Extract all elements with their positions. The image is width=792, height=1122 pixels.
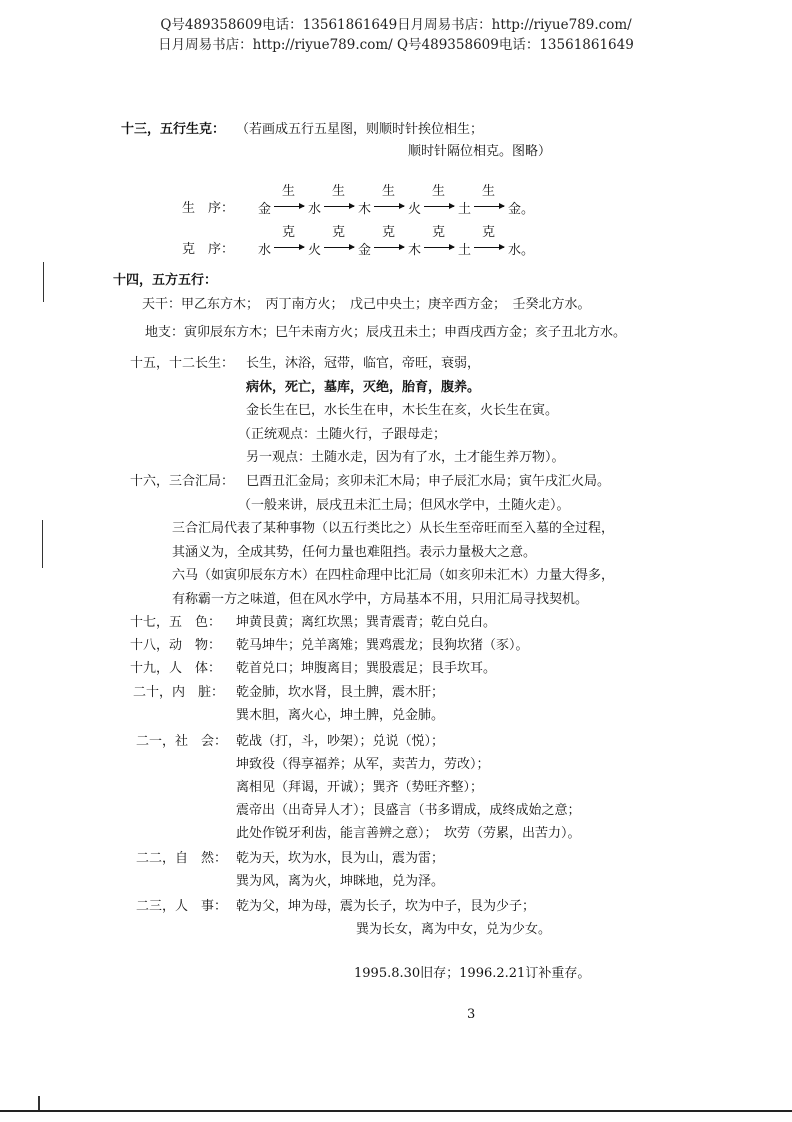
s22-line-2: 巽为风，离为火，坤眯地，兑为泽。 (236, 874, 445, 889)
sheng-label: 生 序： (182, 201, 235, 216)
sheng-node: 金 (258, 202, 272, 217)
s13-title: 十三，五行生克： (121, 122, 226, 137)
s15-line-5: 另一观点：土随水走，因为有了水，土才能生养万物）。 (246, 450, 565, 465)
s16-line-2: （一般来讲，辰戌丑未汇土局；但风水学中，土随火走）。 (238, 498, 570, 513)
s16-title: 十六，三合汇局： (130, 474, 235, 489)
s18-text: 乾马坤牛；兑羊离雉；巽鸡震龙；艮狗坎猪（豕）。 (236, 638, 529, 653)
sheng-relation-label: 生 (282, 184, 296, 199)
s15-line-3: 金长生在巳，水长生在申，木长生在亥，火长生在寅。 (246, 403, 559, 418)
s16-para-1: 三合汇局代表了某种事物（以五行类比之）从长生至帝旺而至入墓的全过程， (172, 521, 615, 536)
s17-text: 坤黄艮黄；离红坎黑；巽青震青；乾白兑白。 (236, 615, 497, 630)
ke-node: 火 (308, 243, 322, 258)
sheng-relation-label: 生 (432, 184, 446, 199)
s20-line-2: 巽木胆，离火心，坤土脾，兑金肺。 (236, 708, 445, 723)
ke-node: 水。 (508, 243, 535, 258)
sheng-relation-label: 生 (332, 184, 346, 199)
scan-mark (43, 262, 44, 302)
s19-text: 乾首兑口；坤腹离目；巽股震足；艮手坎耳。 (236, 661, 497, 676)
sheng-relation-label: 生 (382, 184, 396, 199)
s23-line-1: 乾为父，坤为母，震为长子，坎为中子，艮为少子； (236, 899, 536, 914)
s23-title: 二三，人 事： (136, 899, 228, 914)
s19-title: 十九，人 体： (130, 661, 222, 676)
s23-line-2: 巽为长女，离为中女，兑为少女。 (356, 922, 552, 937)
sheng-arrow (324, 206, 354, 207)
scan-mark (42, 520, 43, 568)
s21-line-4: 震帝出（出奇异人才）；艮盛言（书多谓成，成终成始之意； (236, 803, 581, 818)
page-number: 3 (467, 1007, 476, 1022)
sheng-arrow (474, 206, 504, 207)
s14-dizhi: 地支：寅卯辰东方木；巳午未南方火；辰戌丑未土；申酉戌西方金；亥子丑北方水。 (145, 325, 627, 340)
footer-date: 1995.8.30旧存；1996.2.21订补重存。 (354, 966, 591, 981)
s15-line-1: 长生，沐浴，冠带，临官，帝旺，衰弱， (246, 356, 481, 371)
ke-relation-label: 克 (382, 225, 396, 240)
s15-line-2: 病休，死亡，墓库，灭绝，胎育，腹养。 (246, 380, 481, 395)
s22-line-1: 乾为天，坎为水，艮为山，震为雷； (236, 851, 445, 866)
sheng-node: 火 (408, 202, 422, 217)
s16-para-2: 其涵义为，全成其势，任何力量也难阻挡。表示力量极大之意。 (172, 545, 537, 560)
s15-line-4: （正统观点：土随火行，子跟母走； (238, 427, 447, 442)
ke-arrow (474, 247, 504, 248)
ke-arrow (374, 247, 404, 248)
sheng-node: 木 (358, 202, 372, 217)
sheng-arrow (374, 206, 404, 207)
s20-line-1: 乾金肺，坎水肾，艮土脾，震木肝； (236, 685, 445, 700)
ke-node: 木 (408, 243, 422, 258)
s21-line-1: 乾战（打，斗，吵架）；兑说（悦）； (236, 734, 445, 749)
sheng-node: 水 (308, 202, 322, 217)
s18-title: 十八，动 物： (130, 638, 222, 653)
s15-title: 十五，十二长生： (130, 356, 235, 371)
sheng-arrow (274, 206, 304, 207)
sheng-arrow (424, 206, 454, 207)
s21-line-5: 此处作锐牙利齿，能言善辨之意）； 坎劳（劳累，出苦力）。 (236, 826, 581, 841)
ke-arrow (424, 247, 454, 248)
sheng-node: 土 (458, 202, 472, 217)
header-line-1: Q号489358609电话：13561861649日月周易书店：http://riyue789.com/ (160, 17, 632, 33)
s14-title: 十四，五方五行： (113, 273, 218, 288)
ke-label: 克 序： (182, 242, 235, 257)
s22-title: 二二，自 然： (136, 851, 228, 866)
ke-relation-label: 克 (282, 225, 296, 240)
s14-tiangan: 天干：甲乙东方木； 丙丁南方火； 戊己中央土；庚辛西方金； 壬癸北方水。 (142, 297, 591, 312)
sheng-node: 金。 (508, 202, 535, 217)
ke-relation-label: 克 (332, 225, 346, 240)
header-line-2: 日月周易书店：http://riyue789.com/ Q号489358609电话：13561861649 (158, 37, 634, 53)
s21-line-3: 离相见（拜谒，开诚）；巽齐（势旺齐整）； (236, 780, 484, 795)
ke-node: 土 (458, 243, 472, 258)
s20-title: 二十，内 脏： (133, 685, 225, 700)
s21-line-2: 坤致役（得享福养；从军，卖苦力，劳改）； (236, 757, 490, 772)
s13-note-2: 顺时针隔位相克。图略） (408, 144, 552, 159)
ke-arrow (324, 247, 354, 248)
ke-node: 水 (258, 243, 272, 258)
sheng-relation-label: 生 (482, 184, 496, 199)
ke-arrow (274, 247, 304, 248)
s16-line-1: 巳酉丑汇金局；亥卯未汇木局；申子辰汇水局；寅午戌汇火局。 (246, 474, 611, 489)
s13-note-1: （若画成五行五星图，则顺时针挨位相生； (236, 122, 484, 137)
s16-para-3: 六马（如寅卯辰东方木）在四柱命理中比汇局（如亥卯未汇木）力量大得多， (172, 568, 615, 583)
s21-title: 二一，社 会： (136, 734, 228, 749)
ke-relation-label: 克 (432, 225, 446, 240)
bottom-rule (0, 1110, 792, 1112)
s17-title: 十七，五 色： (130, 615, 222, 630)
s16-para-4: 有称霸一方之味道，但在风水学中，方局基本不用，只用汇局寻找契机。 (172, 592, 589, 607)
ke-node: 金 (358, 243, 372, 258)
ke-relation-label: 克 (482, 225, 496, 240)
